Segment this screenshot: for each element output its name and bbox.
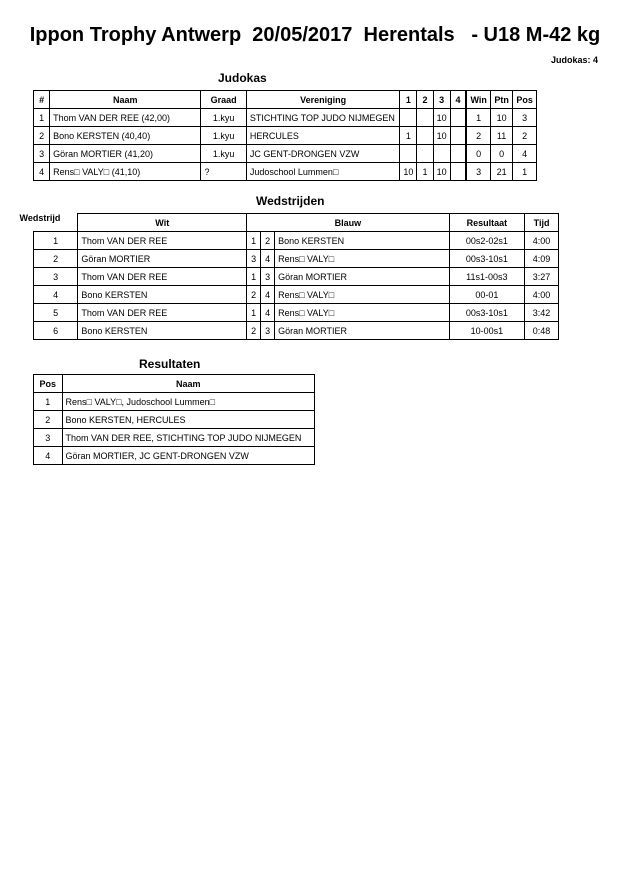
- cell-resultaat: 00s3-10s1: [449, 250, 525, 268]
- col-header-ptn: Ptn: [491, 91, 513, 109]
- cell-naam: Rens□ VALY□ (41,10): [50, 163, 201, 181]
- judokas-table: [33, 90, 537, 181]
- cell-score-1: [400, 145, 417, 163]
- cell-score-2: [417, 109, 433, 127]
- page-title: Ippon Trophy Antwerp 20/05/2017 Herentals - U18 M-42 kg: [29, 24, 601, 46]
- cell-score-3: [433, 145, 450, 163]
- col-header-graad: Graad: [201, 91, 246, 109]
- cell-score-1: 1: [400, 127, 417, 145]
- table-row: [34, 250, 559, 268]
- table-row: [34, 322, 559, 340]
- cell-ptn: 21: [491, 163, 513, 181]
- section-title-resultaten: Resultaten: [139, 357, 201, 371]
- cell-blauw: Rens□ VALY□: [275, 286, 449, 304]
- cell-blauw-nr: 4: [261, 304, 275, 322]
- cell-resultaat: 00s2-02s1: [449, 232, 525, 250]
- table-row: [34, 411, 315, 429]
- cell-nr: 4: [34, 163, 50, 181]
- cell-win: 1: [466, 109, 490, 127]
- cell-nr: 2: [34, 250, 78, 268]
- cell-score-1: 10: [400, 163, 417, 181]
- table-row: [34, 304, 559, 322]
- cell-score-3: 10: [433, 127, 450, 145]
- cell-blauw-nr: 3: [261, 268, 275, 286]
- cell-pos: 1: [34, 393, 63, 411]
- cell-wit: Thom VAN DER REE: [78, 232, 247, 250]
- cell-nr: 1: [34, 109, 50, 127]
- cell-tijd: 3:27: [525, 268, 559, 286]
- cell-naam: Göran MORTIER, JC GENT-DRONGEN VZW: [62, 447, 315, 465]
- cell-blauw: Göran MORTIER: [275, 322, 449, 340]
- cell-score-2: [417, 127, 433, 145]
- cell-resultaat: 00-01: [449, 286, 525, 304]
- col-header-1: 1: [400, 91, 417, 109]
- section-title-judokas: Judokas: [218, 71, 267, 85]
- col-header-pos: Pos: [513, 91, 537, 109]
- cell-resultaat: 11s1-00s3: [449, 268, 525, 286]
- cell-pos: 2: [513, 127, 537, 145]
- cell-score-4: [450, 163, 466, 181]
- cell-score-2: 1: [417, 163, 433, 181]
- cell-resultaat: 00s3-10s1: [449, 304, 525, 322]
- cell-naam: Rens□ VALY□, Judoschool Lummen□: [62, 393, 315, 411]
- cell-graad: 1.kyu: [201, 145, 246, 163]
- cell-wit-nr: 2: [247, 322, 261, 340]
- cell-win: 3: [466, 163, 490, 181]
- cell-vereniging: STICHTING TOP JUDO NIJMEGEN: [246, 109, 399, 127]
- cell-pos: 4: [34, 447, 63, 465]
- cell-vereniging: JC GENT-DRONGEN VZW: [246, 145, 399, 163]
- table-row: [34, 447, 315, 465]
- table-row: [34, 429, 315, 447]
- cell-score-3: 10: [433, 109, 450, 127]
- cell-wit-nr: 3: [247, 250, 261, 268]
- col-header-tijd: Tijd: [525, 214, 559, 232]
- cell-resultaat: 10-00s1: [449, 322, 525, 340]
- cell-ptn: 10: [491, 109, 513, 127]
- cell-blauw-nr: 4: [261, 286, 275, 304]
- cell-ptn: 11: [491, 127, 513, 145]
- wedstrijden-header-row: [34, 214, 559, 232]
- cell-tijd: 3:42: [525, 304, 559, 322]
- cell-score-4: [450, 145, 466, 163]
- col-header-naam: Naam: [62, 375, 315, 393]
- cell-blauw: Göran MORTIER: [275, 268, 449, 286]
- cell-wit: Bono KERSTEN: [78, 322, 247, 340]
- cell-blauw: Bono KERSTEN: [275, 232, 449, 250]
- cell-tijd: 4:09: [525, 250, 559, 268]
- col-header-2: 2: [417, 91, 433, 109]
- section-title-wedstrijden: Wedstrijden: [256, 194, 325, 208]
- cell-wit: Thom VAN DER REE: [78, 304, 247, 322]
- col-header-wit: Wit: [78, 214, 247, 232]
- cell-ptn: 0: [491, 145, 513, 163]
- cell-vereniging: Judoschool Lummen□: [246, 163, 399, 181]
- cell-pos: 1: [513, 163, 537, 181]
- cell-nr: 3: [34, 268, 78, 286]
- cell-blauw-nr: 4: [261, 250, 275, 268]
- cell-wit: Göran MORTIER: [78, 250, 247, 268]
- col-header-4: 4: [450, 91, 466, 109]
- cell-pos: 4: [513, 145, 537, 163]
- table-row: [34, 163, 537, 181]
- table-row: [34, 268, 559, 286]
- cell-nr: 1: [34, 232, 78, 250]
- cell-nr: 6: [34, 322, 78, 340]
- col-header-win: Win: [466, 91, 490, 109]
- cell-pos: 3: [34, 429, 63, 447]
- table-row: [34, 232, 559, 250]
- table-row: [34, 286, 559, 304]
- cell-wit: Thom VAN DER REE: [78, 268, 247, 286]
- cell-pos: 2: [34, 411, 63, 429]
- table-row: [34, 109, 537, 127]
- col-header-blauw: Blauw: [247, 214, 449, 232]
- cell-wit-nr: 1: [247, 304, 261, 322]
- col-header-naam: Naam: [50, 91, 201, 109]
- cell-wit-nr: 1: [247, 232, 261, 250]
- cell-graad: ?: [201, 163, 246, 181]
- cell-naam: Bono KERSTEN (40,40): [50, 127, 201, 145]
- cell-wit: Bono KERSTEN: [78, 286, 247, 304]
- resultaten-table: [33, 374, 315, 465]
- cell-nr: 3: [34, 145, 50, 163]
- cell-naam: Thom VAN DER REE (42,00): [50, 109, 201, 127]
- col-header-3: 3: [433, 91, 450, 109]
- judokas-count: Judokas: 4: [550, 55, 598, 65]
- cell-naam: Göran MORTIER (41,20): [50, 145, 201, 163]
- cell-win: 0: [466, 145, 490, 163]
- table-row: [34, 127, 537, 145]
- resultaten-header-row: [34, 375, 315, 393]
- wedstrijden-table: [19, 213, 559, 340]
- cell-vereniging: HERCULES: [246, 127, 399, 145]
- judokas-header-row: [34, 91, 537, 109]
- cell-nr: 5: [34, 304, 78, 322]
- cell-nr: 4: [34, 286, 78, 304]
- cell-blauw: Rens□ VALY□: [275, 304, 449, 322]
- col-header-vereniging: Vereniging: [246, 91, 399, 109]
- cell-tijd: 4:00: [525, 232, 559, 250]
- cell-nr: 2: [34, 127, 50, 145]
- cell-score-2: [417, 145, 433, 163]
- cell-blauw: Rens□ VALY□: [275, 250, 449, 268]
- table-row: [34, 145, 537, 163]
- cell-blauw-nr: 2: [261, 232, 275, 250]
- cell-naam: Bono KERSTEN, HERCULES: [62, 411, 315, 429]
- cell-tijd: 0:48: [525, 322, 559, 340]
- cell-score-4: [450, 127, 466, 145]
- col-header-wedstrijd-label: Wedstrijd: [19, 213, 61, 224]
- cell-graad: 1.kyu: [201, 127, 246, 145]
- cell-pos: 3: [513, 109, 537, 127]
- cell-blauw-nr: 3: [261, 322, 275, 340]
- table-row: [34, 393, 315, 411]
- col-header-pos: Pos: [34, 375, 63, 393]
- cell-tijd: 4:00: [525, 286, 559, 304]
- col-header-nr: #: [34, 91, 50, 109]
- cell-naam: Thom VAN DER REE, STICHTING TOP JUDO NIJMEGEN: [62, 429, 315, 447]
- cell-score-3: 10: [433, 163, 450, 181]
- cell-win: 2: [466, 127, 490, 145]
- cell-graad: 1.kyu: [201, 109, 246, 127]
- cell-wit-nr: 2: [247, 286, 261, 304]
- col-header-resultaat: Resultaat: [449, 214, 525, 232]
- cell-wit-nr: 1: [247, 268, 261, 286]
- col-header-wedstrijd: [19, 213, 78, 232]
- cell-score-1: [400, 109, 417, 127]
- cell-score-4: [450, 109, 466, 127]
